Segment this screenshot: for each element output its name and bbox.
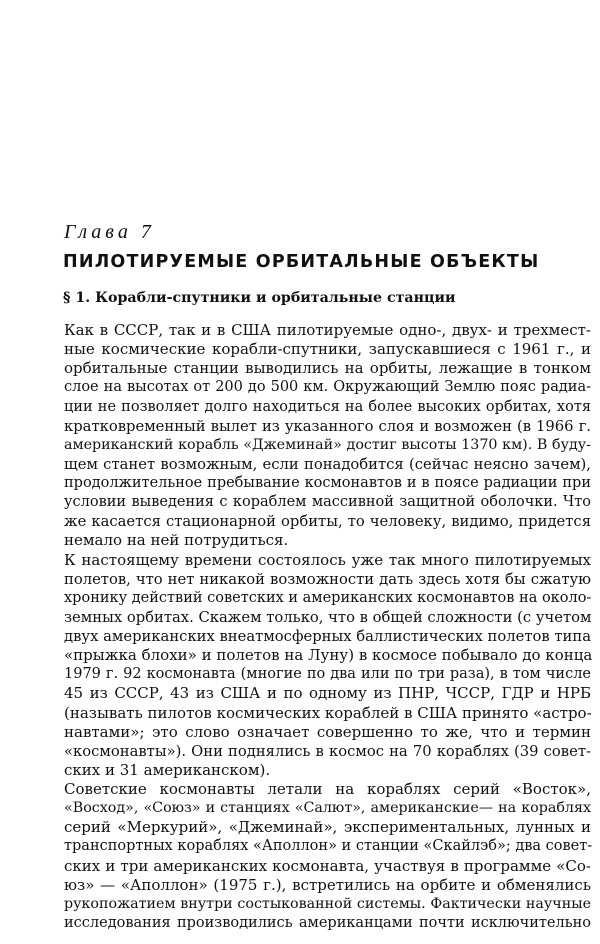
text-line: транспортных кораблях «Аполлон» и станции «Скайлэб»; два совет- xyxy=(64,838,593,855)
text-line: Советские космонавты летали на кораблях серий «Восток», xyxy=(64,780,591,799)
text-line: Как в СССР, так и в США пилотируемые одно-, двух- и трехмест- xyxy=(64,321,591,339)
text-line: исследования производились американцами почти исключительно xyxy=(64,915,591,931)
text-line: (называть пилотов космических кораблей в США принято «астро- xyxy=(64,703,592,722)
text-line: полетов, что нет никакой возможности дать здесь хотя бы сжатую xyxy=(64,570,591,588)
text-line: рукопожатием внутри состыкованной системы. Фактически научные xyxy=(64,895,591,912)
text-line: ских и три американских космонавта, участвуя в программе «Со- xyxy=(64,856,591,875)
text-line: серий «Меркурий», «Джеминай», экспериментальных, лунных и xyxy=(64,818,591,837)
text-line: условии выведения с кораблем массивной защитной оболочки. Что xyxy=(64,494,591,511)
text-line: 1979 г. 92 космонавта (многие по два или по три раза), в том числе xyxy=(64,666,591,683)
chapter-label: Глава 7 xyxy=(64,221,155,243)
text-line: «Восход», «Союз» и станциях «Салют», американские— на кораблях xyxy=(64,800,591,817)
text-line: двух американских внеатмосферных баллистических полетов типа xyxy=(64,628,591,646)
text-line: немало на ней потрудиться. xyxy=(64,531,289,550)
text-line: орбитальные станции выводились на орбиты, лежащие в тонком xyxy=(64,359,591,378)
text-line: ные космические корабли-спутники, запускавшиеся с 1961 г., и xyxy=(64,340,591,359)
text-line: навтами»; это слово означает совершенно то же, что и термин xyxy=(64,722,591,741)
text-line: хронику действий советских и американских космонавтов на около- xyxy=(64,589,592,606)
section-title: § 1. Корабли-спутники и орбитальные станции xyxy=(63,290,456,306)
text-line: же касается стационарной орбиты, то человеку, видимо, придется xyxy=(64,513,591,531)
text-line: американский корабль «Джеминай» достиг высоты 1370 км). В буду- xyxy=(64,436,591,453)
text-line: земных орбитах. Скажем только, что в общей сложности (с учетом xyxy=(64,608,592,626)
text-line: продолжительное пребывание космонавтов и в поясе радиации при xyxy=(64,475,591,492)
text-line: ских и 31 американском). xyxy=(64,760,271,779)
chapter-title: ПИЛОТИРУЕМЫЕ ОРБИТАЛЬНЫЕ ОБЪЕКТЫ xyxy=(63,252,540,272)
text-line: ции не позволяет долго находиться на более высоких орбитах, хотя xyxy=(64,398,591,415)
text-line: К настоящему времени состоялось уже так много пилотируемых xyxy=(64,550,591,569)
text-line: 45 из СССР, 43 из США и по одному из ПНР, ЧССР, ГДР и НРБ xyxy=(64,684,591,703)
text-line: кратковременный вылет из указанного слоя и возможен (в 1966 г. xyxy=(64,417,591,435)
text-line: слое на высотах от 200 до 500 км. Окружающий Землю пояс радиа- xyxy=(64,379,591,396)
text-line: юз» — «Аполлон» (1975 г.), встретились на орбите и обменялись xyxy=(64,875,591,894)
text-line: «космонавты»). Они поднялись в космос на 70 кораблях (39 совет- xyxy=(64,742,591,760)
text-line: «прыжка блохи» и полетов на Луну) в космосе побывало до конца xyxy=(64,646,593,665)
text-line: щем станет возможным, если понадобится (сейчас неясно зачем), xyxy=(64,455,591,473)
